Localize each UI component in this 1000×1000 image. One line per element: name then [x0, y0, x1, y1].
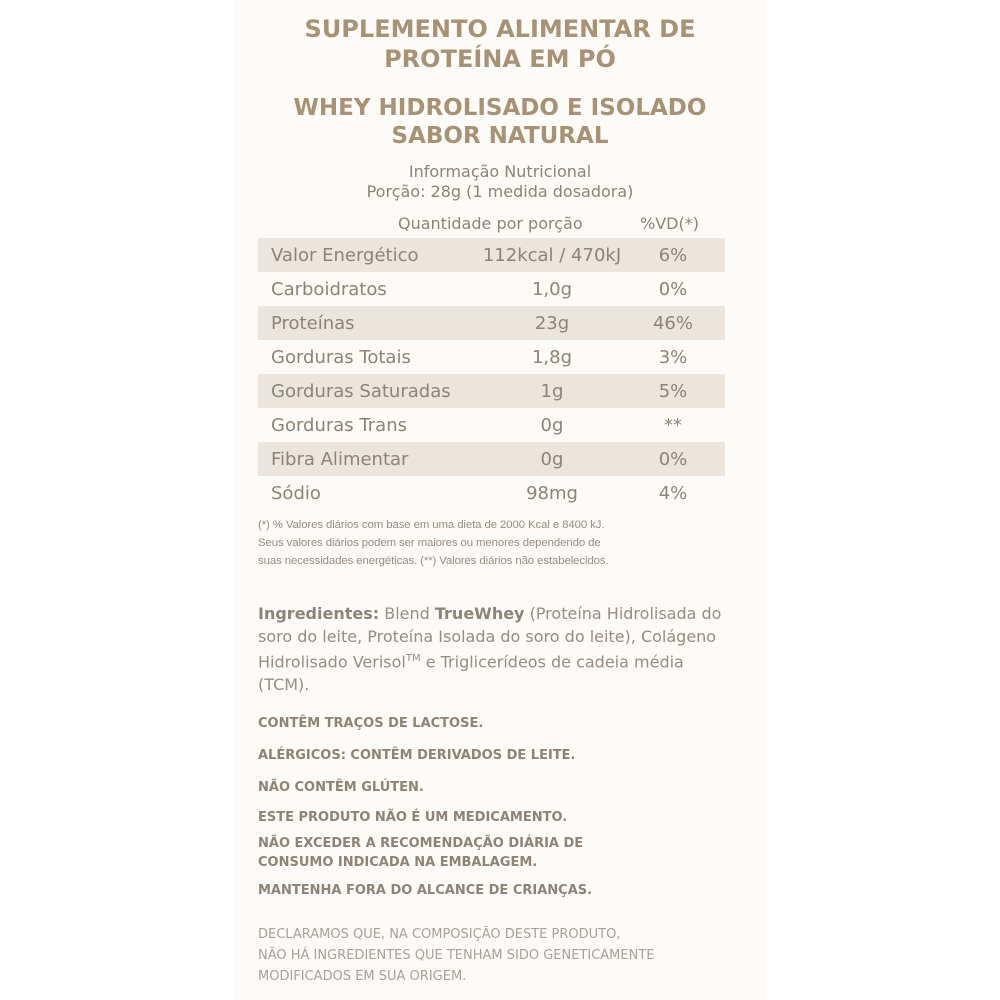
nutrient-vd: 0%	[635, 442, 725, 476]
nutrient-name: Gorduras Saturadas	[258, 374, 469, 408]
column-header-vd: %VD(*)	[640, 214, 699, 233]
table-row	[258, 272, 725, 306]
subtitle-line-2: SABOR NATURAL	[391, 123, 609, 149]
nutrient-name: Sódio	[271, 482, 321, 504]
title-line-2: PROTEÍNA EM PÓ	[384, 45, 616, 73]
ingredients-part-3: e Triglicerídeos de cadeia média (TCM).	[258, 652, 684, 694]
nutrient-vd: 5%	[635, 374, 725, 408]
nutrient-quantity: 1g	[469, 374, 635, 408]
nutrient-quantity: 112kcal / 470kJ	[469, 238, 635, 272]
nutrient-name: Carboidratos	[271, 278, 387, 300]
nutrition-info-header	[233, 162, 767, 202]
declaration-line-3: MODIFICADOS EM SUA ORIGEM.	[258, 969, 467, 984]
nutrient-vd: **	[664, 414, 682, 436]
footnote-line-2: Seus valores diários podem ser maiores ou menores dependendo de	[258, 537, 601, 549]
nutrient-vd: 6%	[635, 238, 725, 272]
footnote-line-3: suas necessidades energéticas. (**) Valores diários não estabelecidos.	[258, 555, 609, 567]
subtitle-line-1: WHEY HIDROLISADO E ISOLADO	[293, 95, 707, 121]
column-header-quantity: Quantidade por porção	[398, 214, 583, 233]
warning-lactose: CONTÊM TRAÇOS DE LACTOSE.	[258, 716, 484, 731]
footnote-line-1: (*) % Valores diários com base em uma dieta de 2000 Kcal e 8400 kJ.	[258, 519, 605, 531]
portion-size: Porção: 28g (1 medida dosadora)	[366, 182, 634, 201]
ingredients-label: Ingredientes:	[258, 604, 380, 623]
product-subtitle	[233, 94, 767, 150]
nutrient-vd: 0%	[658, 278, 688, 300]
table-row	[258, 340, 725, 374]
warning-dose-line-2: CONSUMO INDICADA NA EMBALAGEM.	[258, 855, 538, 870]
daily-values-footnote	[258, 516, 728, 570]
declaration-line-2: NÃO HÁ INGREDIENTES QUE TENHAM SIDO GENETICAMENTE	[258, 948, 655, 963]
nutrient-name: Gorduras Totais	[271, 346, 411, 368]
title-line-1: SUPLEMENTO ALIMENTAR DE	[304, 15, 696, 43]
declaration-line-1: DECLARAMOS QUE, NA COMPOSIÇÃO DESTE PRODUTO,	[258, 927, 621, 942]
nutrient-quantity: 1,8g	[531, 346, 573, 368]
nutrition-table	[258, 238, 725, 510]
nutrition-info-heading: Informação Nutricional	[408, 162, 592, 181]
nutrient-quantity: 98mg	[526, 482, 578, 504]
warning-dose-line-1: NÃO EXCEDER A RECOMENDAÇÃO DIÁRIA DE	[258, 836, 584, 851]
nutrition-table-body	[258, 238, 725, 510]
warning-allergens: ALÉRGICOS: CONTÊM DERIVADOS DE LEITE.	[258, 748, 576, 763]
warning-children: MANTENHA FORA DO ALCANCE DE CRIANÇAS.	[258, 883, 593, 898]
trademark-mark: TM	[405, 653, 421, 664]
nutrient-name: Valor Energético	[258, 238, 469, 272]
table-row	[258, 442, 725, 476]
ingredients-part-1: Blend	[379, 604, 435, 623]
nutrient-quantity: 0g	[469, 442, 635, 476]
nutrient-quantity: 23g	[469, 306, 635, 340]
table-row	[258, 374, 725, 408]
nutrient-quantity: 0g	[540, 414, 564, 436]
product-title	[233, 14, 767, 74]
nutrient-name: Gorduras Trans	[271, 414, 407, 436]
warning-gluten: NÃO CONTÊM GLÚTEN.	[258, 780, 424, 795]
nutrient-vd: 46%	[635, 306, 725, 340]
ingredients-text	[258, 603, 728, 696]
nutrient-name: Proteínas	[258, 306, 469, 340]
table-row	[258, 306, 725, 340]
table-row	[258, 408, 725, 442]
ingredients-brand: TrueWhey	[434, 604, 525, 623]
nutrient-vd: 3%	[658, 346, 688, 368]
gmo-declaration	[258, 924, 738, 987]
nutrient-vd: 4%	[658, 482, 688, 504]
table-row	[258, 476, 725, 510]
warning-not-medicine: ESTE PRODUTO NÃO É UM MEDICAMENTO.	[258, 810, 568, 825]
nutrient-name: Fibra Alimentar	[258, 442, 469, 476]
ingredients-part-2: (Proteína Hidrolisada do soro do leite, Proteína Isolada do soro do leite), Colágeno Hidrolisado Verisol	[258, 604, 722, 672]
nutrient-quantity: 1,0g	[531, 278, 573, 300]
table-row	[258, 238, 725, 272]
